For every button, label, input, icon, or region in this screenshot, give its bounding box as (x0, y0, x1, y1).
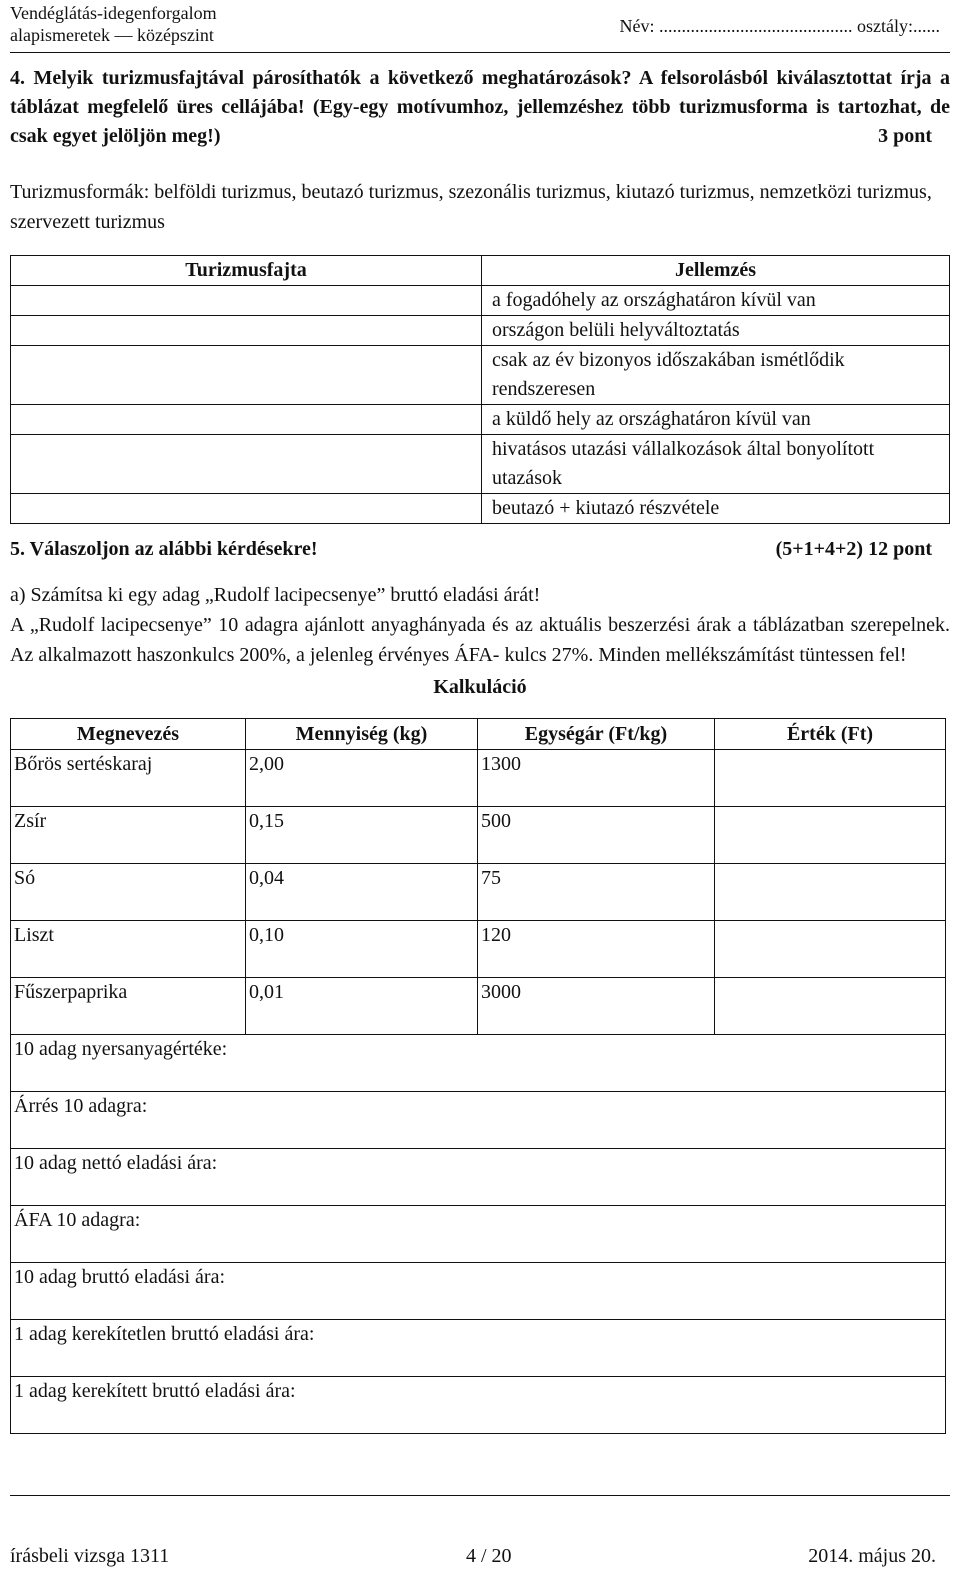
description-cell: a küldő hely az országhatáron kívül van (482, 405, 950, 435)
item-name: Só (11, 864, 246, 921)
calculation-table (10, 718, 946, 1434)
description-cell: országon belüli helyváltoztatás (482, 316, 950, 346)
summary-row (11, 1035, 946, 1092)
summary-cell[interactable]: ÁFA 10 adagra: (11, 1206, 946, 1263)
question-5-text: 5. Válaszoljon az alábbi kérdésekre! (10, 538, 318, 560)
item-name: Zsír (11, 807, 246, 864)
table-header-row (11, 256, 950, 286)
item-price: 500 (478, 807, 715, 864)
subject-line-1: Vendéglátás-idegenforgalom (10, 3, 217, 23)
question-5a-text: a) Számítsa ki egy adag „Rudolf lacipecsenye” bruttó eladási árát! (10, 584, 541, 606)
col-header-value: Érték (Ft) (715, 719, 946, 750)
item-price: 1300 (478, 750, 715, 807)
item-quantity: 0,01 (246, 978, 478, 1035)
calculation-title: Kalkuláció (433, 676, 527, 698)
summary-cell[interactable]: Árrés 10 adagra: (11, 1092, 946, 1149)
table-row (11, 405, 950, 435)
question-4-points: 3 pont (878, 125, 932, 147)
page-number: 4 / 20 (465, 1545, 512, 1567)
summary-row (11, 1263, 946, 1320)
col-header-name: Megnevezés (11, 719, 246, 750)
question-4-text: 4. Melyik turizmusfajtával párosíthatók a következő meghatározások? A felsorolásból kiválasztottat írja a táblázat megfelelő üres cellájába! (Egy-egy motívumhoz, jellemzéshez több turizmusforma is tartozhat, de csak egyet jelöljön meg!) (10, 67, 950, 147)
col-header-unit-price: Egységár (Ft/kg) (478, 719, 715, 750)
summary-cell[interactable]: 10 adag nyersanyagértéke: (11, 1035, 946, 1092)
description-cell: csak az év bizonyos időszakában ismétlődik rendszeresen (482, 346, 950, 405)
item-quantity: 0,15 (246, 807, 478, 864)
col-header-description: Jellemzés (482, 256, 950, 286)
summary-row (11, 1377, 946, 1434)
item-name: Fűszerpaprika (11, 978, 246, 1035)
item-name: Liszt (11, 921, 246, 978)
table-row (11, 494, 950, 524)
description-cell: a fogadóhely az országhatáron kívül van (482, 286, 950, 316)
value-cell[interactable] (715, 807, 946, 864)
item-price: 3000 (478, 978, 715, 1035)
col-header-tourism-type: Turizmusfajta (11, 256, 482, 286)
summary-row (11, 1092, 946, 1149)
description-cell: hivatásos utazási vállalkozások által bonyolított utazások (482, 435, 950, 494)
table-row (11, 316, 950, 346)
tourism-forms-list: Turizmusformák: belföldi turizmus, beutazó turizmus, szezonális turizmus, kiutazó turizmus, nemzetközi turizmus, szervezett turizmus (10, 181, 932, 233)
header-divider (10, 52, 950, 53)
value-cell[interactable] (715, 921, 946, 978)
answer-cell[interactable] (11, 405, 482, 435)
question-5a (10, 580, 950, 670)
exam-date: 2014. május 20. (808, 1545, 936, 1567)
value-cell[interactable] (715, 978, 946, 1035)
summary-cell[interactable]: 1 adag kerekített bruttó eladási ára: (11, 1377, 946, 1434)
summary-cell[interactable]: 10 adag bruttó eladási ára: (11, 1263, 946, 1320)
subject-label (10, 2, 217, 46)
table-row (11, 346, 950, 405)
table-row (11, 978, 946, 1035)
table-row (11, 286, 950, 316)
table-header-row (11, 719, 946, 750)
answer-cell[interactable] (11, 286, 482, 316)
value-cell[interactable] (715, 864, 946, 921)
question-4-title (10, 64, 950, 151)
footer-divider (10, 1495, 950, 1496)
answer-cell[interactable] (11, 346, 482, 405)
summary-row (11, 1320, 946, 1377)
summary-cell[interactable]: 1 adag kerekítetlen bruttó eladási ára: (11, 1320, 946, 1377)
summary-row (11, 1206, 946, 1263)
table-row (11, 864, 946, 921)
summary-cell[interactable]: 10 adag nettó eladási ára: (11, 1149, 946, 1206)
col-header-quantity: Mennyiség (kg) (246, 719, 478, 750)
table-row (11, 435, 950, 494)
table-row (11, 807, 946, 864)
summary-row (11, 1149, 946, 1206)
description-cell: beutazó + kiutazó részvétele (482, 494, 950, 524)
item-price: 75 (478, 864, 715, 921)
exam-code: írásbeli vizsga 1311 (10, 1545, 170, 1567)
answer-cell[interactable] (11, 435, 482, 494)
item-quantity: 0,10 (246, 921, 478, 978)
item-name: Bőrös sertéskaraj (11, 750, 246, 807)
question-5-title (10, 534, 950, 564)
answer-cell[interactable] (11, 316, 482, 346)
item-price: 120 (478, 921, 715, 978)
page-header (10, 0, 950, 54)
table-row (11, 921, 946, 978)
page-footer (10, 1545, 936, 1568)
question-5-points: (5+1+4+2) 12 pont (775, 538, 932, 560)
exam-page (10, 0, 950, 1434)
question-5a-paragraph: A „Rudolf lacipecsenye” 10 adagra ajánlott anyaghányada és az aktuális beszerzési árak a táblázatban szerepelnek. Az alkalmazott haszonkulcs 200%, a jelenleg érvényes ÁFA- kulcs 27%. Minden mellékszámítást tüntessen fel! (10, 614, 950, 666)
tourism-table (10, 255, 950, 524)
name-class-field[interactable]: Név: ........................................... osztály:...... (619, 16, 940, 36)
value-cell[interactable] (715, 750, 946, 807)
answer-cell[interactable] (11, 494, 482, 524)
table-row (11, 750, 946, 807)
item-quantity: 2,00 (246, 750, 478, 807)
subject-line-2: alapismeretek — középszint (10, 25, 214, 45)
item-quantity: 0,04 (246, 864, 478, 921)
